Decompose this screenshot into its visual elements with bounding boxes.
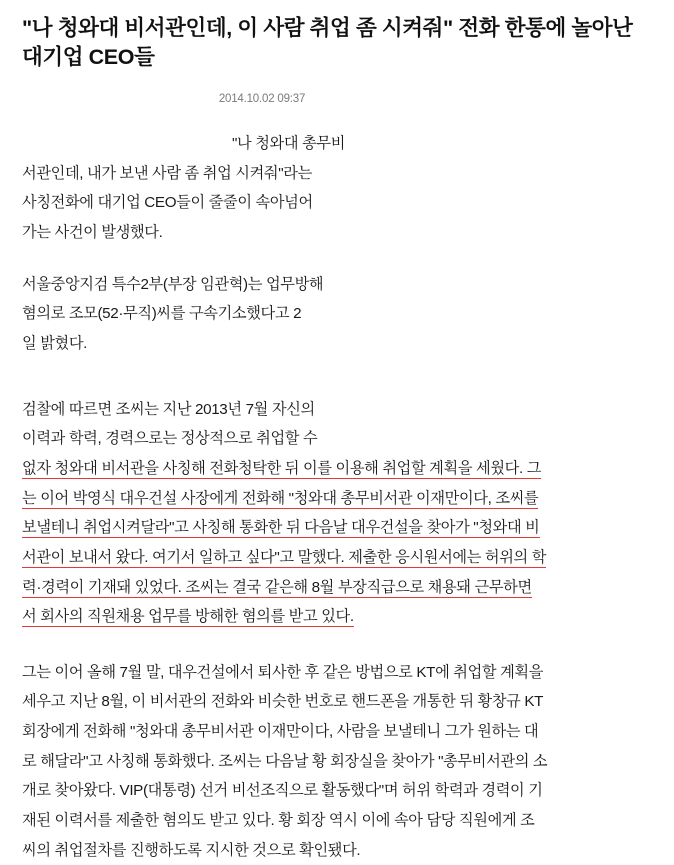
highlight-line [22,513,652,543]
highlight-line [22,602,652,632]
highlight-line [22,484,652,514]
highlight-text: 서 회사의 직원채용 업무를 방해한 혐의를 받고 있다. [22,608,354,626]
highlight-text: 는 이어 박영식 대우건설 사장에게 전화해 "청와대 총무비서관 이재만이다, 조씨를 [22,489,539,507]
highlight-text: 없자 청와대 비서관을 사칭해 전화청탁한 뒤 이를 이용해 취업할 계획을 세웠다. 그 [22,459,542,477]
paragraph-2-line-2: 혐의로 조모(52·무직)씨를 구속기소했다고 2 [22,305,302,323]
paragraph-lead [22,129,652,248]
paragraph-4-highlighted [22,454,652,632]
lead-line-3: 사칭전화에 대기업 CEO들이 줄줄이 속아넘어 [22,194,313,212]
paragraph-5-line-1: 그는 이어 올해 7월 말, 대우건설에서 퇴사한 후 같은 방법으로 KT에 취업할 계획을 [22,663,544,681]
paragraph-3 [22,395,652,454]
paragraph-5-line-4: 로 해달라"고 사칭해 통화했다. 조씨는 다음날 황 회장실을 찾아가 "총무비서관의 소 [22,752,548,770]
paragraph-5 [22,658,652,865]
paragraph-5-line-5: 개로 찾아왔다. VIP(대통령) 선거 비선조직으로 활동했다"며 허위 학력과 경력이 기 [22,782,543,800]
highlight-text: 력·경력이 기재돼 있었다. 조씨는 결국 같은해 8월 부장직급으로 채용돼 근무하면 [22,578,532,596]
paragraph-3-line-1: 검찰에 따르면 조씨는 지난 2013년 7월 자신의 [22,400,315,418]
page-title: "나 청와대 비서관인데, 이 사람 취업 좀 시켜줘" 전화 한통에 놀아난 대기업 CEO들 [22,16,633,69]
paragraph-gap [22,381,652,395]
highlight-line [22,543,652,573]
highlight-text: 서관이 보내서 왔다. 여기서 일하고 싶다"고 말했다. 제출한 응시원서에는 허위의 학 [22,548,547,566]
highlight-line [22,454,652,484]
lead-line-1: "나 청와대 총무비 [232,135,346,153]
paragraph-2-line-3: 일 밝혔다. [22,335,88,353]
article-meta [0,71,664,107]
paragraph-5-line-2: 세우고 지난 8월, 이 비서관의 전화와 비슷한 번호로 핸드폰을 개통한 뒤 황창규 KT [22,693,544,711]
article-body [10,107,664,865]
paragraph-5-line-7: 씨의 취업절차를 진행하도록 지시한 것으로 확인됐다. [22,841,361,859]
paragraph-5-line-3: 회장에게 전화해 "청와대 총무비서관 이재만이다, 사람을 보낼테니 그가 원하는 대 [22,723,539,741]
highlight-text: 보낼테니 취업시켜달라"고 사칭해 통화한 뒤 다음날 대우건설을 찾아가 "청와대 비 [22,519,540,537]
publish-timestamp: 2014.10.02 09:37 [218,93,306,106]
paragraph-3-line-2: 이력과 학력, 경력으로는 정상적으로 취업할 수 [22,430,318,448]
paragraph-2 [22,270,652,359]
paragraph-5-line-6: 재된 이력서를 제출한 혐의도 받고 있다. 황 회장 역시 이에 속아 담당 직원에게 조 [22,812,535,829]
paragraph-2-line-1: 서울중앙지검 특수2부(부장 임관혁)는 업무방해 [22,275,324,293]
lead-line-2: 서관인데, 내가 보낸 사람 좀 취업 시켜줘"라는 [22,164,312,182]
lead-line-4: 가는 사건이 발생했다. [22,224,163,242]
highlight-line [22,573,652,603]
